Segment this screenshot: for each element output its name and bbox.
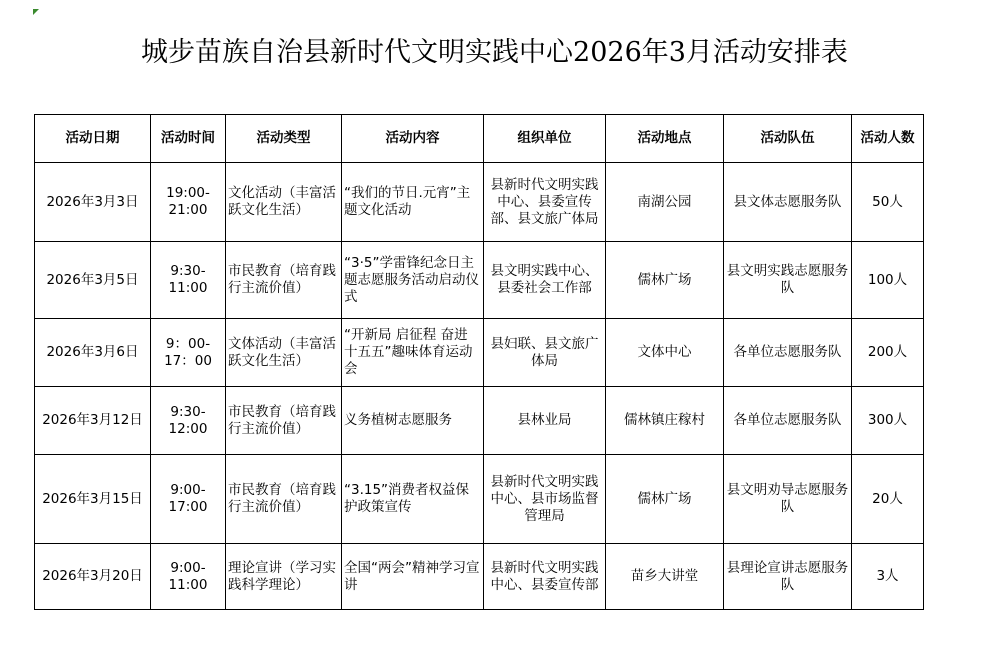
cell-location: 南湖公园 xyxy=(606,163,724,242)
cell-location: 儒林广场 xyxy=(606,242,724,319)
header-content: 活动内容 xyxy=(342,115,484,163)
cell-content: 全国“两会”精神学习宣讲 xyxy=(342,544,484,610)
cell-type: 市民教育（培育践行主流价值） xyxy=(226,242,342,319)
cell-type: 理论宣讲（学习实践科学理论） xyxy=(226,544,342,610)
cell-participants: 3人 xyxy=(852,544,924,610)
cell-content: “3.15”消费者权益保护政策宣传 xyxy=(342,455,484,544)
cell-location: 儒林镇庄稼村 xyxy=(606,387,724,455)
table-header-row xyxy=(35,115,924,163)
cell-team: 各单位志愿服务队 xyxy=(724,387,852,455)
cell-location: 儒林广场 xyxy=(606,455,724,544)
table-row xyxy=(35,387,924,455)
cell-location: 文体中心 xyxy=(606,319,724,387)
cell-participants: 200人 xyxy=(852,319,924,387)
header-type: 活动类型 xyxy=(226,115,342,163)
header-date: 活动日期 xyxy=(35,115,151,163)
cell-participants: 300人 xyxy=(852,387,924,455)
cell-time: 19:00-21:00 xyxy=(151,163,226,242)
cell-type: 文体活动（丰富活跃文化生活） xyxy=(226,319,342,387)
cell-time: 9:00-17:00 xyxy=(151,455,226,544)
cell-organizer: 县林业局 xyxy=(484,387,606,455)
cell-organizer: 县新时代文明实践中心、县委宣传部、县文旅广体局 xyxy=(484,163,606,242)
cell-content: “开新局 启征程 奋进十五五”趣味体育运动会 xyxy=(342,319,484,387)
table-row xyxy=(35,319,924,387)
cell-organizer: 县文明实践中心、县委社会工作部 xyxy=(484,242,606,319)
header-organizer: 组织单位 xyxy=(484,115,606,163)
cell-time: 9:00-11:00 xyxy=(151,544,226,610)
cell-organizer: 县妇联、县文旅广体局 xyxy=(484,319,606,387)
page-title: 城步苗族自治县新时代文明实践中心2026年3月活动安排表 xyxy=(141,37,848,68)
cell-team: 各单位志愿服务队 xyxy=(724,319,852,387)
cell-team: 县理论宣讲志愿服务队 xyxy=(724,544,852,610)
table-row xyxy=(35,242,924,319)
table-row xyxy=(35,544,924,610)
cell-time: 9:30-12:00 xyxy=(151,387,226,455)
cell-date: 2026年3月12日 xyxy=(35,387,151,455)
sheet-corner-marker xyxy=(33,9,39,15)
cell-content: 义务植树志愿服务 xyxy=(342,387,484,455)
cell-team: 县文明劝导志愿服务队 xyxy=(724,455,852,544)
cell-participants: 50人 xyxy=(852,163,924,242)
cell-participants: 20人 xyxy=(852,455,924,544)
header-participants: 活动人数 xyxy=(852,115,924,163)
header-location: 活动地点 xyxy=(606,115,724,163)
table-row xyxy=(35,163,924,242)
cell-organizer: 县新时代文明实践中心、县委宣传部 xyxy=(484,544,606,610)
cell-type: 市民教育（培育践行主流价值） xyxy=(226,455,342,544)
cell-team: 县文明实践志愿服务队 xyxy=(724,242,852,319)
cell-content: “3·5”学雷锋纪念日主题志愿服务活动启动仪式 xyxy=(342,242,484,319)
cell-date: 2026年3月6日 xyxy=(35,319,151,387)
schedule-table xyxy=(34,114,924,610)
cell-type: 市民教育（培育践行主流价值） xyxy=(226,387,342,455)
cell-content: “我们的节日.元宵”主题文化活动 xyxy=(342,163,484,242)
cell-participants: 100人 xyxy=(852,242,924,319)
cell-date: 2026年3月15日 xyxy=(35,455,151,544)
table-row xyxy=(35,455,924,544)
cell-team: 县文体志愿服务队 xyxy=(724,163,852,242)
cell-date: 2026年3月5日 xyxy=(35,242,151,319)
cell-date: 2026年3月3日 xyxy=(35,163,151,242)
cell-organizer: 县新时代文明实践中心、县市场监督管理局 xyxy=(484,455,606,544)
cell-date: 2026年3月20日 xyxy=(35,544,151,610)
cell-time: 9：00-17：00 xyxy=(151,319,226,387)
cell-time: 9:30-11:00 xyxy=(151,242,226,319)
cell-type: 文化活动（丰富活跃文化生活） xyxy=(226,163,342,242)
header-time: 活动时间 xyxy=(151,115,226,163)
cell-location: 苗乡大讲堂 xyxy=(606,544,724,610)
header-team: 活动队伍 xyxy=(724,115,852,163)
